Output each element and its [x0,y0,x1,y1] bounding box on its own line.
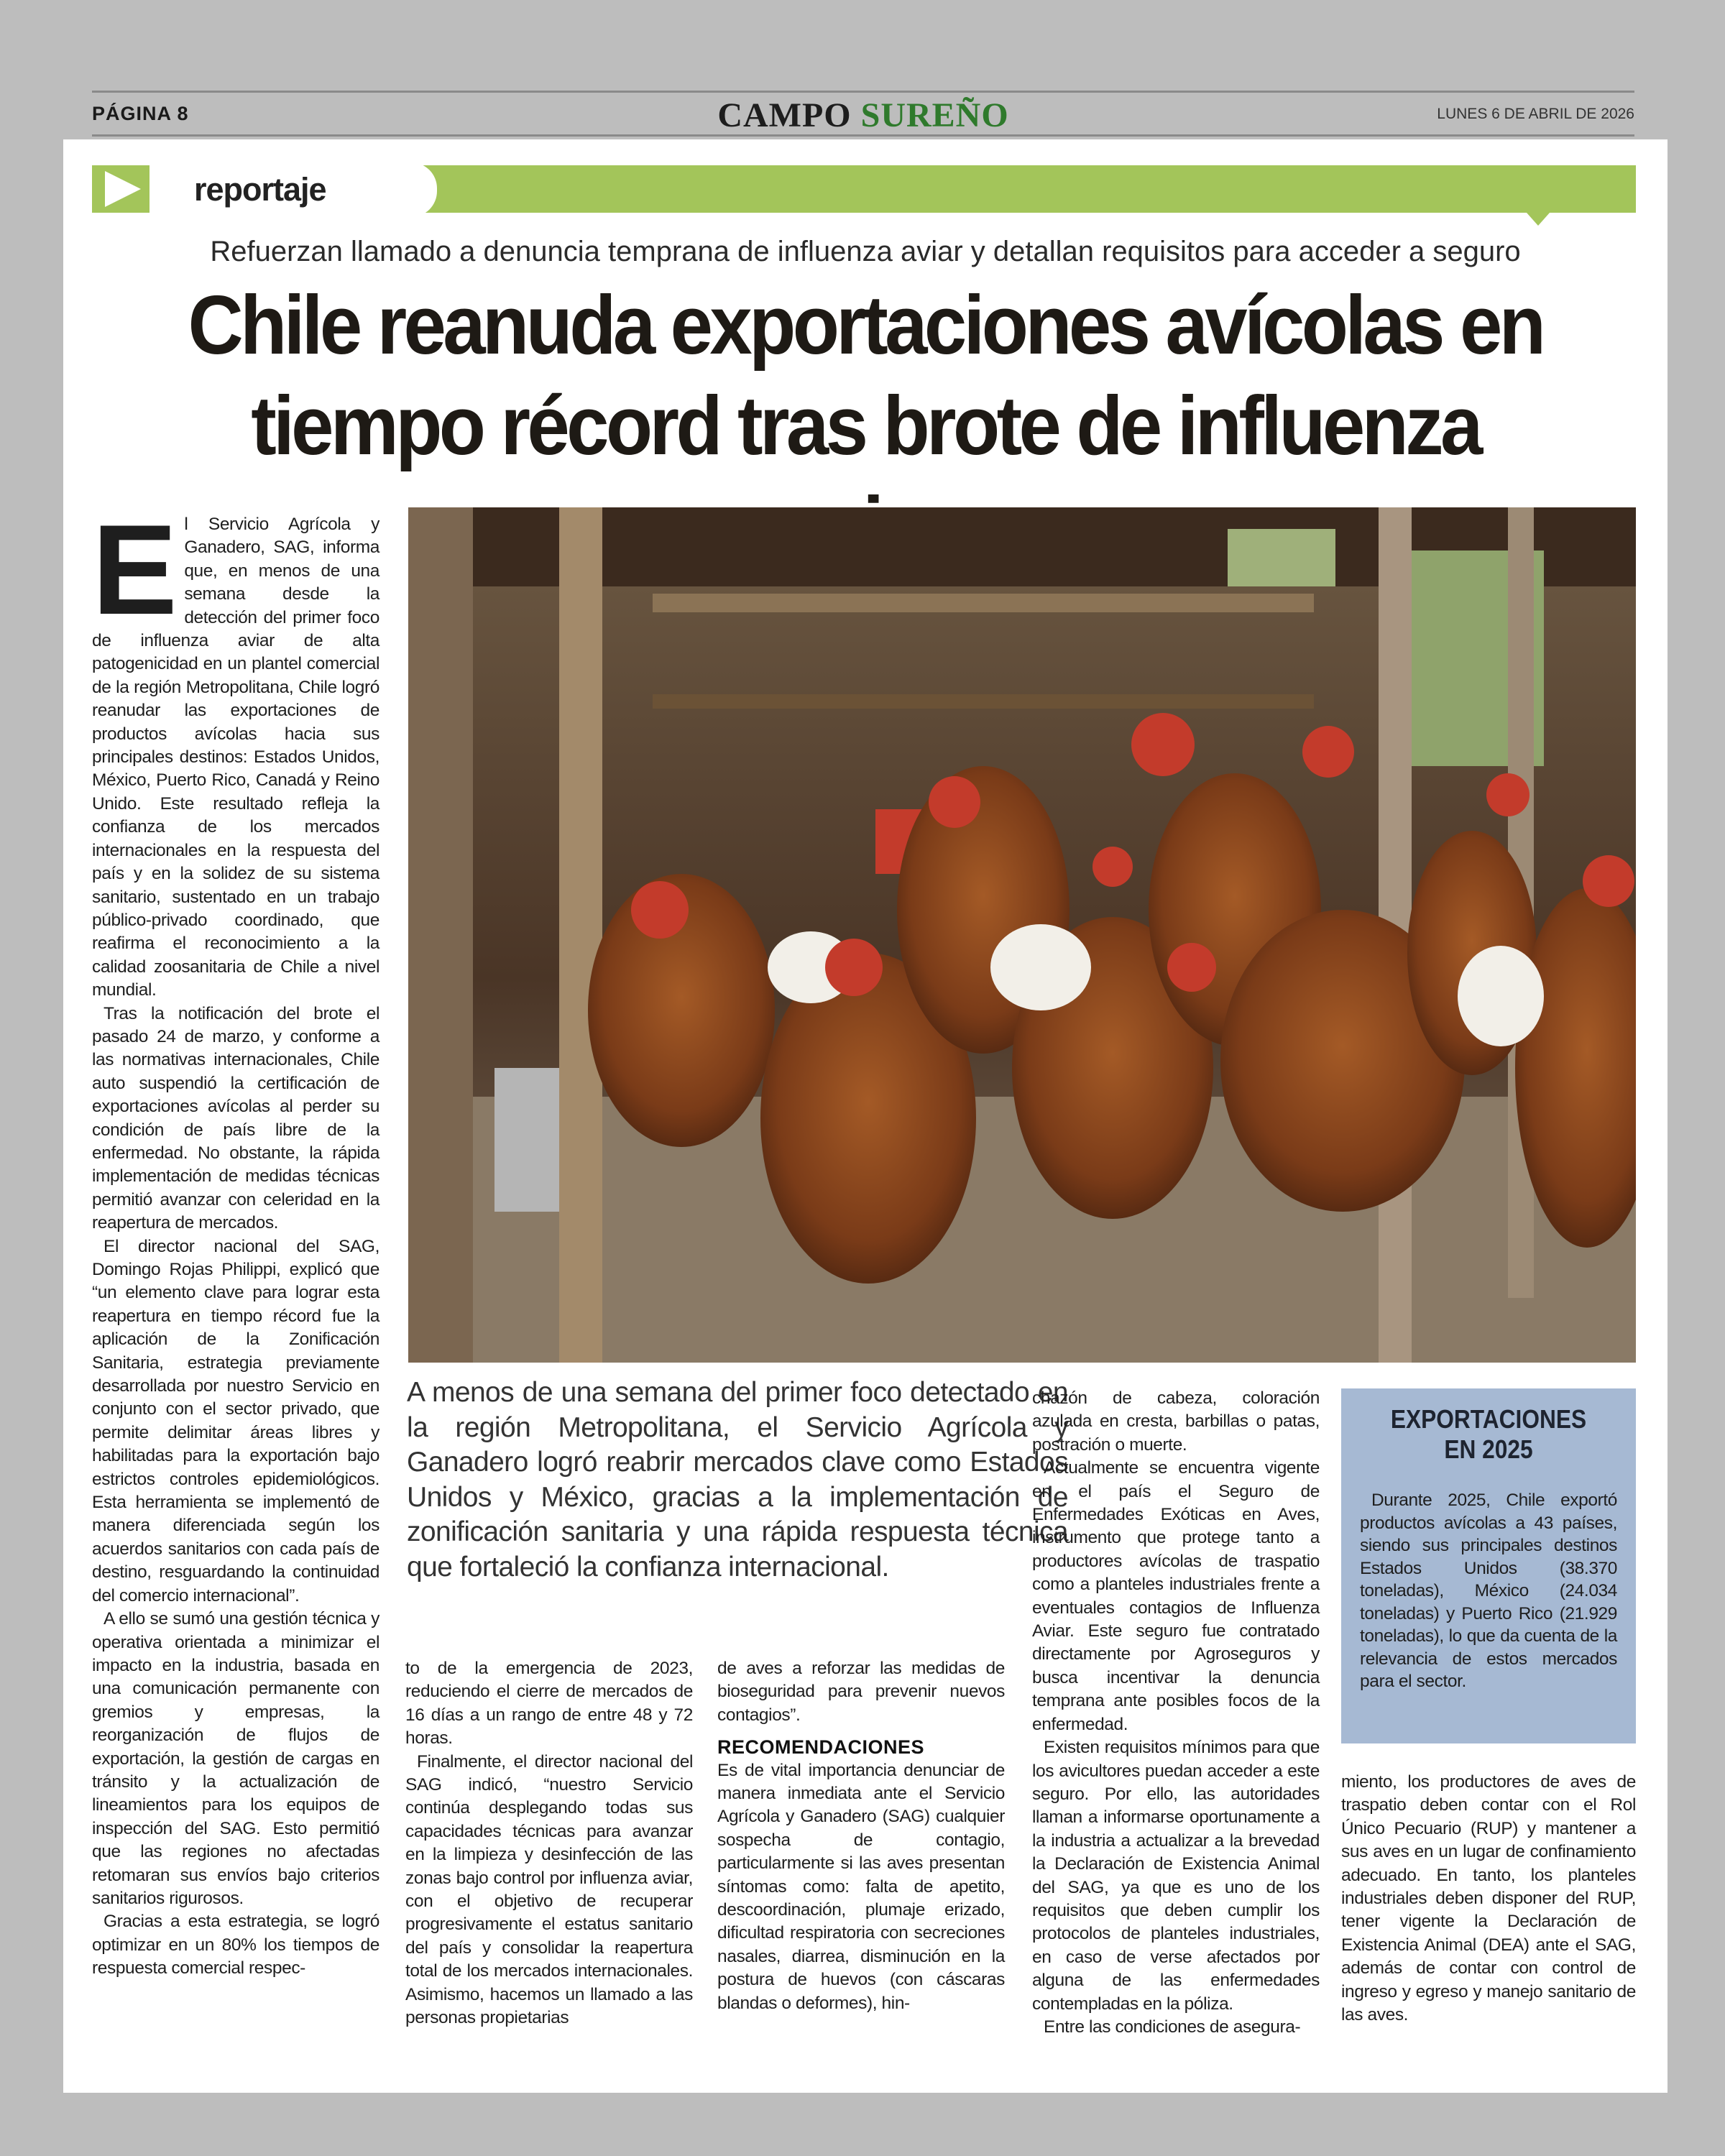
col4-paragraph-2: Actualmente se encuentra vigente en el país el Seguro de Enfermedades Exóticas en Aves, instrumento que protege tanto a productores avícolas de traspatio como a planteles industriales frente a eventuales contagios de Influenza Aviar. Este seguro fue contratado directamente por Agroseguros y busca incentivar la denuncia temprana ante posibles focos de la enfermedad. [1032,1458,1320,1734]
column-2 [405,1657,693,2030]
section-bar [365,165,1636,213]
subhead-recomendaciones: RECOMENDACIONES [717,1736,925,1759]
drop-cap: E [92,498,178,641]
sidebar-title-line-1: EXPORTACIONES [1390,1404,1587,1434]
kicker: Refuerzan llamado a denuncia temprana de influenza aviar y detallan requisitos para acceder a seguro [210,236,1521,267]
section-label: reportaje [150,162,437,217]
article-photo [408,507,1636,1363]
col3-paragraph-2: Es de vital importancia denunciar de manera inmediata ante el Servicio Agrícola y Ganadero (SAG) cualquier sospecha de contagio, particularmente si las aves presentan síntomas como: falta de apetito, descoordinación, plumaje erizado, dificultad respiratoria con secreciones nasales, diarrea, disminución en la postura de huevos (con cáscaras blandas o deformes), hin- [717,1760,1005,2013]
issue-date: LUNES 6 DE ABRIL DE 2026 [1437,106,1634,122]
masthead [92,96,1634,135]
column-1 [92,498,380,1981]
sidebar-title-line-2: EN 2025 [1444,1434,1533,1464]
col4-paragraph-4: Entre las condiciones de asegura- [1044,2017,1301,2037]
hens-photo [408,507,1636,1363]
col1-paragraph-4: A ello se sumó una gestión técnica y operativa orientada a minimizar el impacto en la industria, basada en una comunicación permanente con gremios y empresas, la reorganización de flujos de exportación, la gestión de cargas en tránsito y la actualización de lineamientos para los equipos de inspección del SAG. Esto permitió que las regiones no afectadas retomaran sus envíos bajo criterios sanitarios rigurosos. [92,1609,380,1908]
play-arrow-icon [92,165,154,213]
col1-paragraph-3: El director nacional del SAG, Domingo Rojas Philippi, explicó que “un elemento clave para lograr esta reapertura en tiempo récord fue la aplicación de la Zonificación Sanitaria, estrategia previamente desarrollada por nuestro Servicio en conjunto con el sector privado, que permite delimitar áreas libres y habilitadas para la exportación bajo estrictos controles epidemiológicos. Esta herramienta se implementó de manera diferenciada según los acuerdos sanitarios con cada país de destino, resguardando la continuidad del comercio internacional”. [92,1236,380,1606]
page-number: PÁGINA 8 [92,103,189,124]
column-5 [1341,1771,1636,2027]
sidebar-title [1375,1404,1601,1465]
masthead-part1: CAMPO [717,96,852,134]
masthead-part2: SUREÑO [860,96,1009,134]
section-bar-tick [1527,213,1550,226]
headline: Chile reanuda exportaciones avícolas en tiempo récord tras brote de influenza [188,278,1543,472]
col4-paragraph-3: Existen requisitos mínimos para que los avicultores puedan acceder a este seguro. Por ello, las autoridades llaman a informarse oportunamente a la industria a actualizar a la brevedad la Declaración de Existencia Animal del SAG, ya que es uno de los requisitos que deben cumplir los protocolos de planteles industriales, en caso de verse afectados por alguna de las enfermedades contempladas en la póliza. [1032,1738,1320,2014]
col1-paragraph-5: Gracias a esta estrategia, se logró optimizar en un 80% los tiempos de respuesta comercial respec- [92,1912,380,1978]
col3-paragraph-1: de aves a reforzar las medidas de bioseguridad para prevenir nuevos contagios”. [717,1659,1005,1725]
column-4 [1032,1387,1320,2039]
col2-paragraph-2: Finalmente, el director nacional del SAG indicó, “nuestro Servicio continúa desplegando todas sus capacidades técnicas para avanzar en la limpieza y desinfección de las zonas bajo control por influenza aviar, con el objetivo de recuperar progresivamente el estatus sanitario del país y consolidar la reapertura total de los mercados internacionales. Asimismo, hacemos un llamado a las personas propietarias [405,1751,693,2028]
exports-sidebar [1341,1388,1636,1743]
article-page [63,139,1668,2093]
col2-paragraph-1: to de la emergencia de 2023, reduciendo el cierre de mercados de 16 días a un rango de entre 48 y 72 horas. [405,1659,693,1749]
pull-quote: A menos de una semana del primer foco detectado en la región Metropolitana, el Servicio Agrícola y Ganadero logró reabrir mercados clave como Estados Unidos y México, gracias a la implementación de zonificación sanitaria y una rápida respuesta técnica que fortaleció la confianza internacional. [407,1377,1068,1583]
col1-paragraph-2: Tras la notificación del brote el pasado 24 de marzo, y conforme a las normativas internacionales, Chile auto suspendió la certificación de exportaciones avícolas al perder su condición de país libre de la enfermedad. No obstante, la rápida implementación de medidas técnicas permitió avanzar con celeridad en la reapertura de mercados. [92,1003,380,1233]
col4-paragraph-1: chazón de cabeza, coloración azulada en cresta, barbillas o patas, postración o muerte. [1032,1388,1320,1455]
column-3 [717,1657,1005,2015]
page-header [92,91,1634,137]
col1-paragraph-1: l Servicio Agrícola y Ganadero, SAG, informa que, en menos de una semana desde la detección del primer foco de influenza aviar de alta patogenicidad en un plantel comercial de la región Metropolitana, Chile logró reanudar las exportaciones de productos avícolas hacia sus principales destinos: Estados Unidos, México, Puerto Rico, Canadá y Reino Unido. Este resultado refleja la confianza de los mercados internacionales en la respuesta del país y en la solidez de su sistema sanitario, sustentado en un trabajo público-privado coordinado, que reafirma el reconocimiento a la calidad zoosanitaria de Chile a nivel mundial. [92,515,380,1000]
col5-paragraph-1: miento, los productores de aves de traspatio deben contar con el Rol Único Pecuario (RUP) y mantener a sus aves en un lugar de confinamiento adecuado. En tanto, los planteles industriales deben disponer del RUP, tener vigente la Declaración de Existencia Animal (DEA) ante el SAG, además de contar con control de ingreso y egreso y manejo sanitario de las aves. [1341,1772,1636,2025]
sidebar-body: Durante 2025, Chile exportó productos avícolas a 43 países, siendo sus principales destinos Estados Unidos (38.370 toneladas), México (24.034 toneladas) y Puerto Rico (21.929 toneladas), lo que da cuenta de la relevancia de estos mercados para el sector. [1360,1491,1617,1691]
